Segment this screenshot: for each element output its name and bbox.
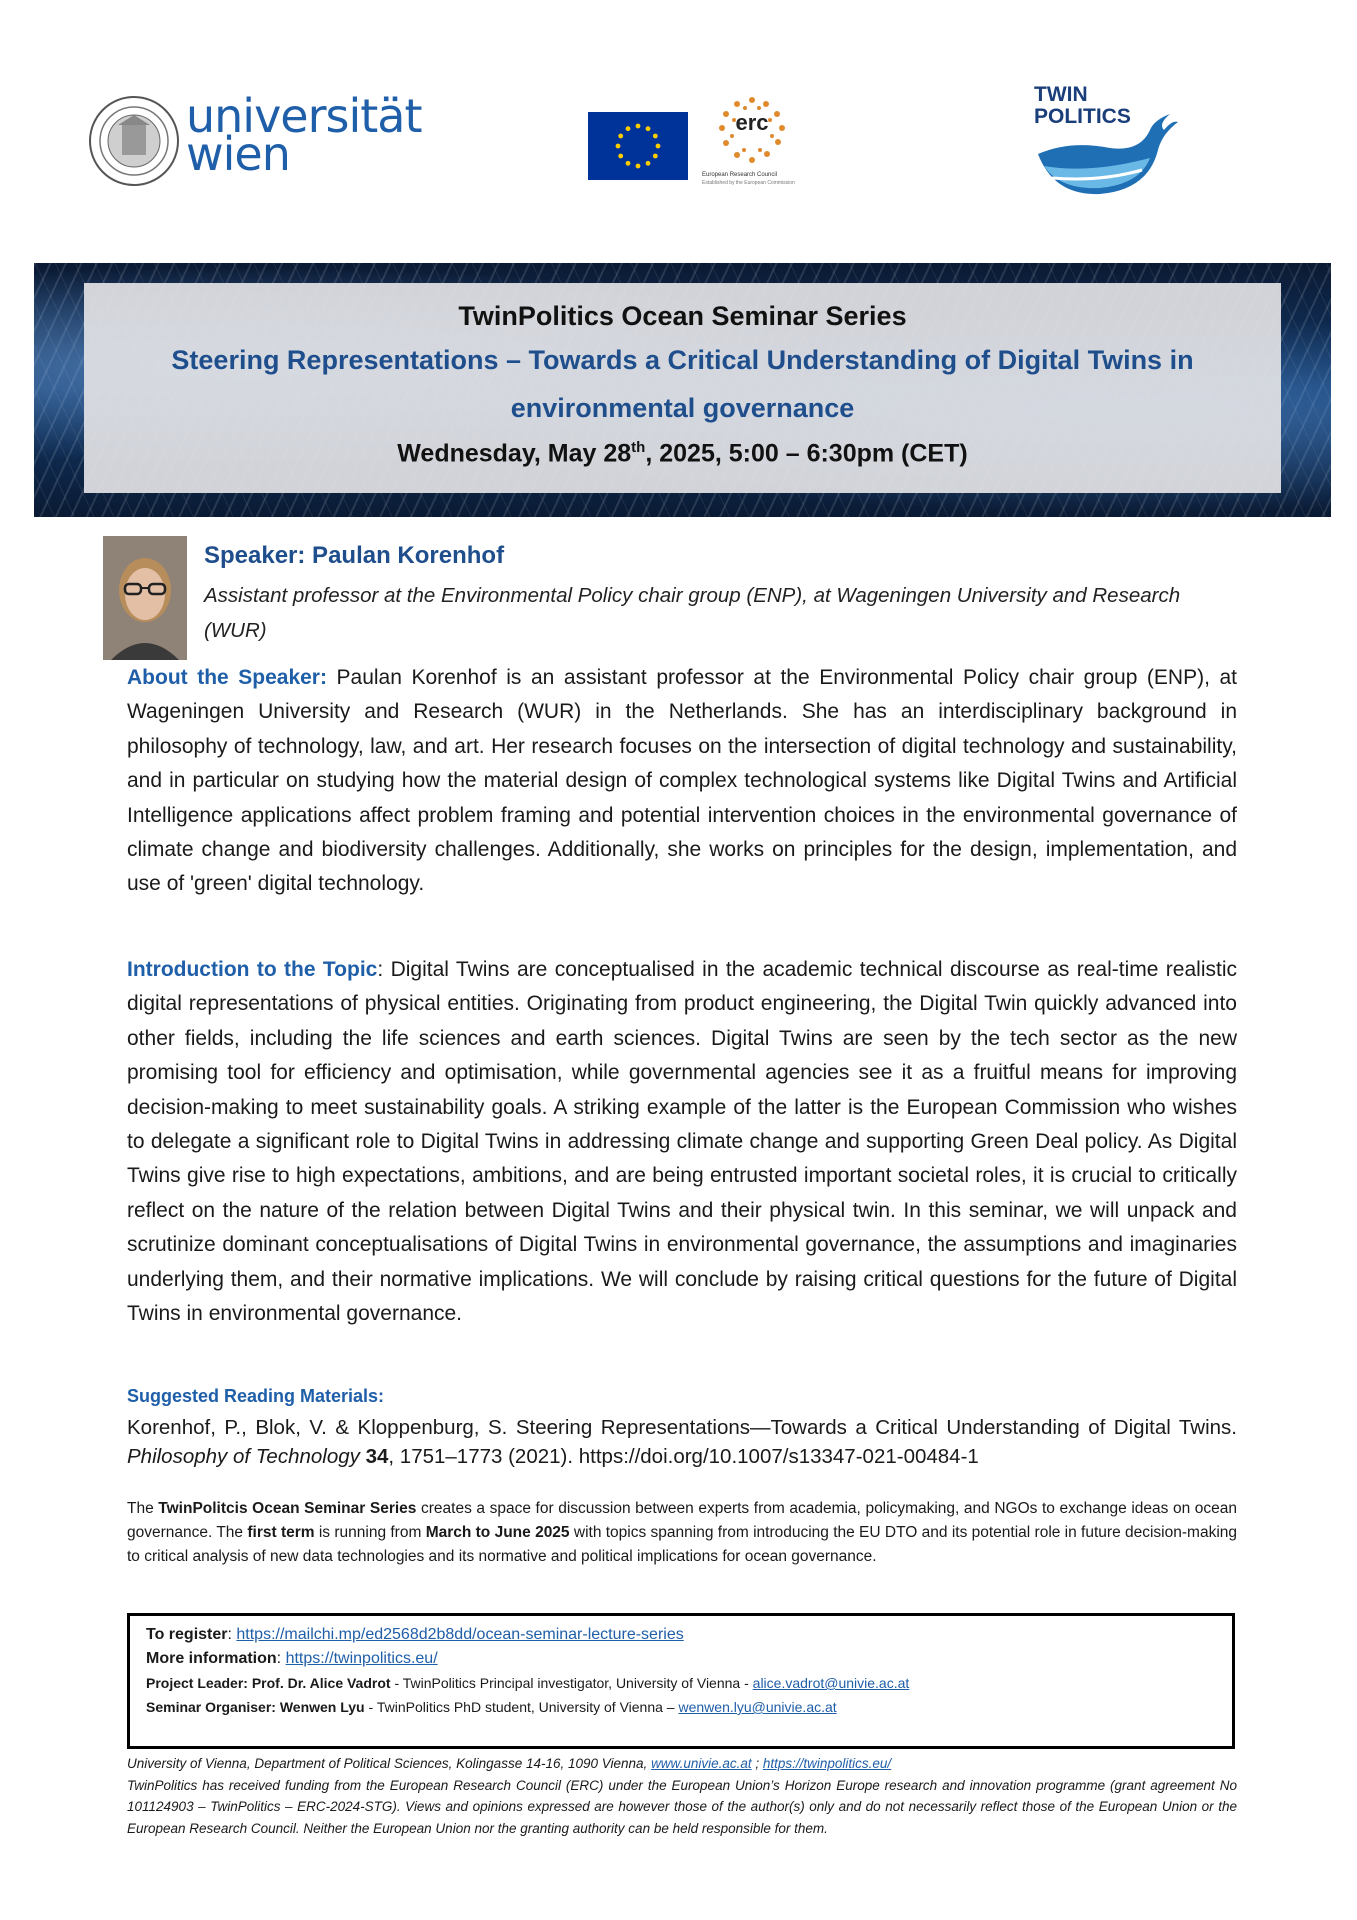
more-info-line — [146, 1650, 438, 1668]
banner-title-box — [84, 283, 1281, 493]
series-desc-bold-1: TwinPolitcis Ocean Seminar Series — [158, 1500, 417, 1517]
series-desc-text-3: is running from — [314, 1524, 426, 1541]
topic-introduction-label: Introduction to the Topic — [127, 958, 378, 981]
more-info-label: More information — [146, 1650, 277, 1667]
erc-tagline: Established by the European Commission — [702, 180, 795, 186]
university-wordmark: universität wien — [186, 89, 422, 181]
topic-introduction-colon: : — [377, 958, 384, 981]
register-label: To register — [146, 1626, 228, 1643]
erc-eu-logo — [588, 94, 804, 198]
footer-address-line — [127, 1753, 1237, 1775]
seminar-title-line-1: Steering Representations – Towards a Critical Understanding of Digital Twins in — [171, 345, 1194, 375]
project-leader-text: - TwinPolitics Principal investigator, University of Vienna - — [390, 1675, 753, 1691]
registration-info-box — [127, 1613, 1235, 1749]
date-time: , 2025, 5:00 – 6:30pm (CET) — [645, 439, 968, 468]
whale-icon — [1030, 100, 1180, 200]
university-seal-icon — [88, 95, 180, 187]
erc-logo — [700, 94, 804, 198]
series-desc-bold-2: first term — [247, 1524, 315, 1541]
reference-journal: Philosophy of Technology — [127, 1445, 360, 1468]
about-speaker-paragraph — [127, 661, 1237, 902]
reading-materials-heading: Suggested Reading Materials: — [127, 1386, 385, 1406]
series-description — [127, 1497, 1237, 1569]
seminar-title-line-2: environmental governance — [510, 393, 855, 423]
series-desc-text-4: with topics spanning from introducing the EU DTO and its potential role in future decision-making to critical analysis of new data technologies and its normative and political implications for ocean governance. — [127, 1524, 1237, 1565]
funding-disclaimer: TwinPolitics has received funding from the European Research Council (ERC) under the European Union’s Horizon Europe research and innovation programme (grant agreement No 101124903 – TwinPolitics – ERC-2024-STG). Views and opinions expressed are however those of the author(s) only and do not necessarily reflect those of the European Union or the European Research Council. Neither the European Union nor the granting authority can be held responsible for them. — [127, 1777, 1237, 1836]
univie-website-link[interactable]: www.univie.ac.at — [651, 1756, 752, 1771]
seminar-organiser-line — [146, 1699, 837, 1715]
about-speaker-text: Paulan Korenhof is an assistant professor at the Environmental Policy chair group (ENP), at Wageningen University and Research (WUR) in the Netherlands. She has an interdisciplinary background in philosophy of technology, law, and art. Her research focuses on the intersection of digital technology and sustainability, and in particular on studying how the material design of complex technological systems like Digital Twins and Artificial Intelligence applications affect problem framing and potential intervention choices in the environmental governance of climate change and biodiversity challenges. Additionally, she works on principles for the design, implementation, and use of 'green' digital technology. — [127, 666, 1237, 896]
reference-authors-title: Korenhof, P., Blok, V. & Kloppenburg, S. Steering Representations—Towards a Critical Understanding of Digital Twins. — [127, 1416, 1237, 1439]
footer-disclaimer — [127, 1753, 1237, 1839]
date-main: Wednesday, May 28 — [397, 439, 632, 468]
more-info-link[interactable]: https://twinpolitics.eu/ — [285, 1650, 438, 1667]
twinpolitics-logo — [1030, 80, 1180, 200]
speaker-portrait-icon — [103, 536, 187, 660]
series-desc-text-2: creates a space for discussion between experts from academia, policymaking, and NGOs to exchange ideas on ocean governance. The — [127, 1500, 1238, 1541]
about-speaker-label: About the Speaker: — [127, 666, 327, 689]
register-colon: : — [227, 1626, 237, 1643]
footer-address: University of Vienna, Department of Political Sciences, Kolingasse 14-16, 1090 Vienna, — [127, 1756, 652, 1771]
seminar-organiser-label: Seminar Organiser: Wenwen Lyu — [146, 1699, 365, 1715]
seminar-organiser-text: - TwinPolitics PhD student, University of Vienna – — [364, 1699, 679, 1715]
date-superscript: th — [631, 439, 646, 456]
eu-flag-icon — [588, 112, 688, 180]
university-vienna-logo — [88, 89, 428, 195]
speaker-photo — [103, 536, 187, 660]
reading-reference — [127, 1413, 1237, 1471]
speaker-name: Speaker: Paulan Korenhof — [204, 542, 505, 569]
project-leader-email-link[interactable]: alice.vadrot@univie.ac.at — [752, 1675, 910, 1691]
footer-separator: ; — [751, 1756, 763, 1771]
more-info-colon: : — [276, 1650, 286, 1667]
twinpolitics-website-link[interactable]: https://twinpolitics.eu/ — [762, 1756, 892, 1771]
erc-subtitle: European Research Council — [702, 172, 778, 178]
seminar-series-title: TwinPolitics Ocean Seminar Series — [458, 301, 907, 331]
header-banner — [34, 263, 1331, 517]
reference-volume: 34 — [365, 1445, 389, 1468]
seminar-date — [84, 439, 1281, 468]
seminar-organiser-email-link[interactable]: wenwen.lyu@univie.ac.at — [678, 1699, 837, 1715]
topic-introduction-text: Digital Twins are conceptualised in the academic technical discourse as real-time realistic digital representations of physical entities. Originating from product engineering, the Digital Twin quickly advanced into other fields, including the life sciences and earth sciences. Digital Twins are seen by the tech sector as the new promising tool for efficiency and optimisation, while governmental agencies see it as a fruitful means for improving decision-making to meet sustainability goals. A striking example of the latter is the European Commission who wishes to delegate a significant role to Digital Twins in addressing climate change and supporting Green Deal policy. As Digital Twins give rise to high expectations, ambitions, and are being entrusted important societal roles, it is crucial to critically reflect on the nature of the relation between Digital Twins and their physical twin. In this seminar, we will unpack and scrutinize dominant conceptualisations of Digital Twins in environmental governance, the assumptions and imaginaries underlying them, and their normative implications. We will conclude by raising critical questions for the future of Digital Twins in environmental governance. — [127, 958, 1237, 1326]
topic-introduction-paragraph — [127, 953, 1237, 1331]
project-leader-label: Project Leader: Prof. Dr. Alice Vadrot — [146, 1675, 391, 1691]
twinpolitics-wordmark: TWIN POLITICS — [1034, 83, 1131, 128]
register-line — [146, 1626, 684, 1644]
series-desc-bold-3: March to June 2025 — [425, 1524, 570, 1541]
register-link[interactable]: https://mailchi.mp/ed2568d2b8dd/ocean-seminar-lecture-series — [236, 1626, 684, 1643]
project-leader-line — [146, 1675, 909, 1691]
reference-pages-doi: , 1751–1773 (2021). https://doi.org/10.1007/s13347-021-00484-1 — [388, 1445, 979, 1468]
series-desc-text-1: The — [127, 1500, 159, 1517]
erc-wordmark: erc — [735, 110, 769, 135]
speaker-role: Assistant professor at the Environmental Policy chair group (ENP), at Wageningen University and Research (WUR) — [204, 584, 1181, 642]
